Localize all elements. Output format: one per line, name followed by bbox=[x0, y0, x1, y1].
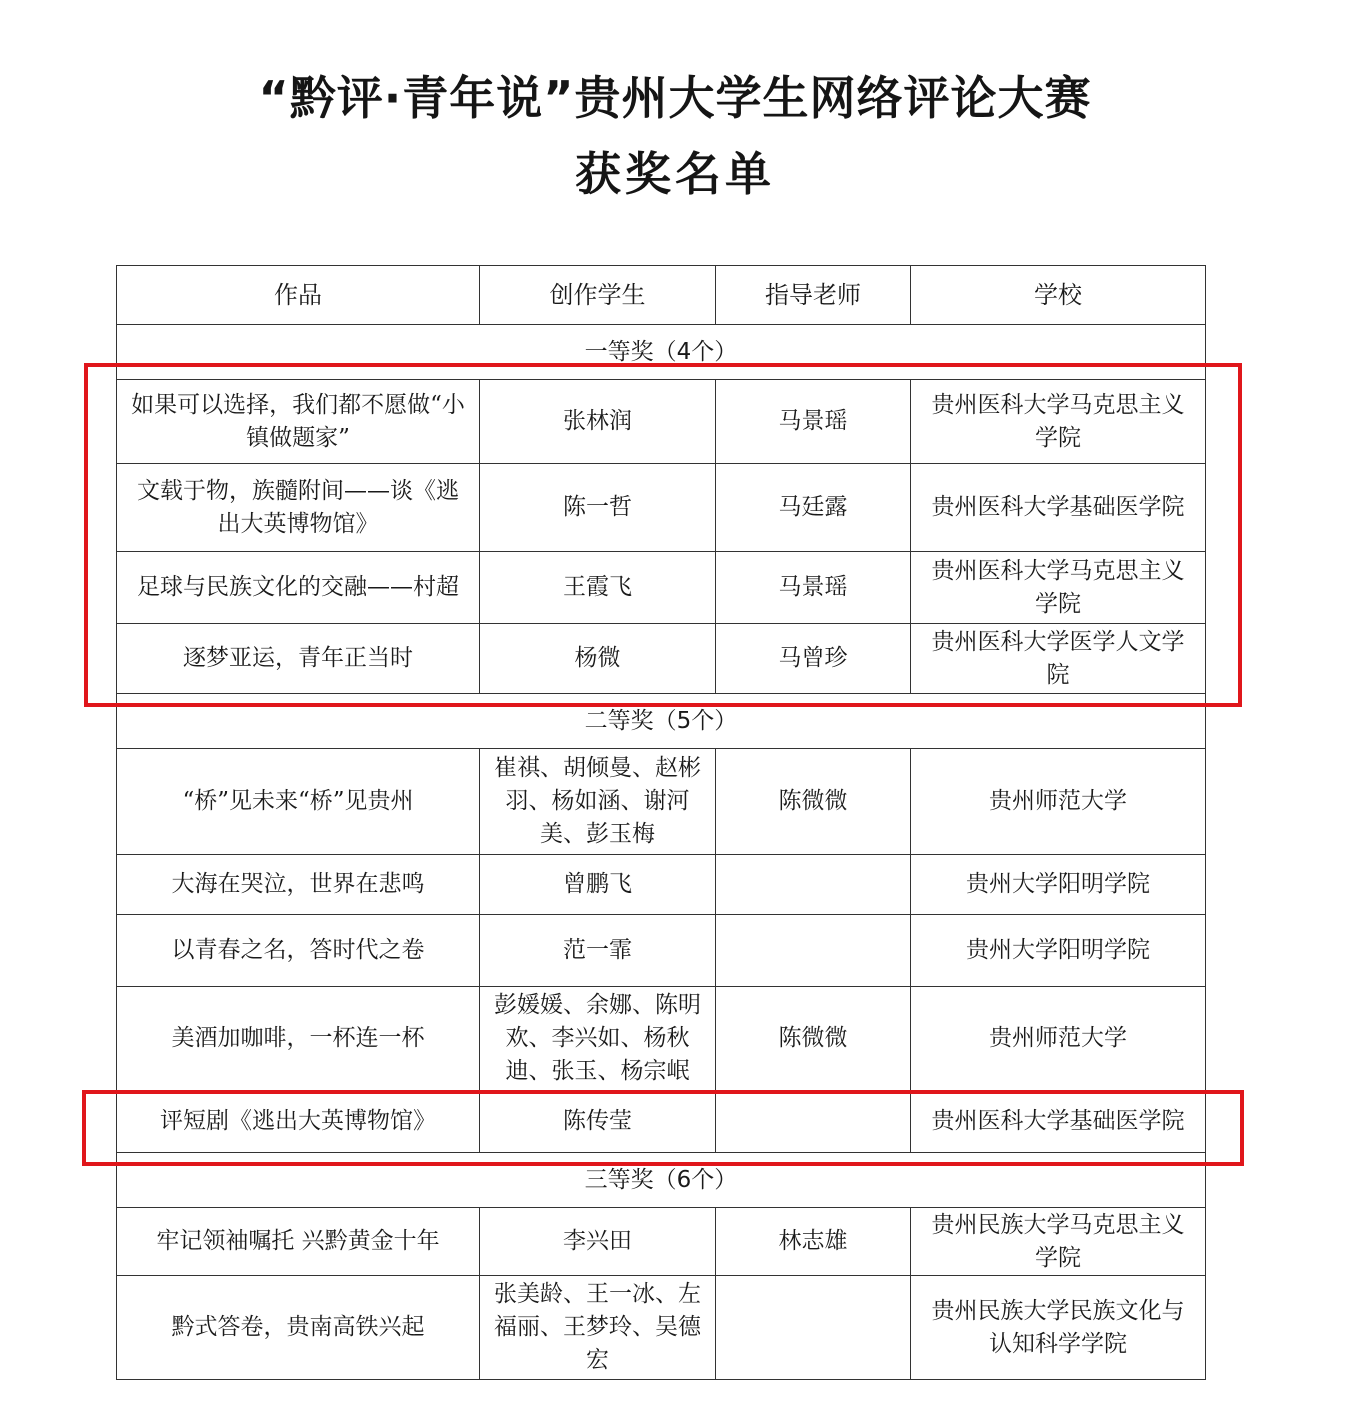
work-cell: 黔式答卷，贵南高铁兴起 bbox=[117, 1276, 480, 1380]
document-title: “黔评·青年说”贵州大学生网络评论大赛 bbox=[258, 71, 1092, 125]
teacher-cell: 马廷露 bbox=[716, 464, 911, 552]
header-school: 学校 bbox=[911, 266, 1206, 325]
work-cell: 评短剧《逃出大英博物馆》 bbox=[117, 1091, 480, 1153]
header-students: 创作学生 bbox=[480, 266, 716, 325]
school-cell: 贵州医科大学基础医学院 bbox=[911, 1091, 1206, 1153]
students-cell: 崔祺、胡倾曼、赵彬羽、杨如涵、谢河美、彭玉梅 bbox=[480, 749, 716, 855]
school-cell: 贵州大学阳明学院 bbox=[911, 915, 1206, 987]
table-row bbox=[117, 1208, 1206, 1276]
header-work: 作品 bbox=[117, 266, 480, 325]
students-cell: 陈传莹 bbox=[480, 1091, 716, 1153]
work-cell: 如果可以选择，我们都不愿做“小镇做题家” bbox=[117, 380, 480, 464]
students-cell: 范一霏 bbox=[480, 915, 716, 987]
teacher-cell: 林志雄 bbox=[716, 1208, 911, 1276]
students-cell: 张林润 bbox=[480, 380, 716, 464]
teacher-cell bbox=[716, 915, 911, 987]
school-cell: 贵州师范大学 bbox=[911, 987, 1206, 1091]
table-row bbox=[117, 987, 1206, 1091]
students-cell: 王霞飞 bbox=[480, 552, 716, 624]
header-teacher: 指导老师 bbox=[716, 266, 911, 325]
document-subtitle: 获奖名单 bbox=[575, 147, 775, 201]
section-label: 三等奖（6个） bbox=[117, 1153, 1206, 1208]
work-cell: 足球与民族文化的交融——村超 bbox=[117, 552, 480, 624]
students-cell: 彭媛媛、余娜、陈明欢、李兴如、杨秋迪、张玉、杨宗岷 bbox=[480, 987, 716, 1091]
teacher-cell: 马景瑶 bbox=[716, 380, 911, 464]
highlight-box-short-drama-review bbox=[82, 1090, 1244, 1166]
school-cell: 贵州医科大学马克思主义学院 bbox=[911, 380, 1206, 464]
school-cell: 贵州医科大学马克思主义学院 bbox=[911, 552, 1206, 624]
students-cell: 陈一哲 bbox=[480, 464, 716, 552]
teacher-cell: 陈微微 bbox=[716, 987, 911, 1091]
students-cell: 张美龄、王一冰、左福丽、王梦玲、吴德宏 bbox=[480, 1276, 716, 1380]
work-cell: “桥”见未来“桥”见贵州 bbox=[117, 749, 480, 855]
teacher-cell: 马曾珍 bbox=[716, 624, 911, 694]
work-cell: 大海在哭泣，世界在悲鸣 bbox=[117, 855, 480, 915]
school-cell: 贵州民族大学马克思主义学院 bbox=[911, 1208, 1206, 1276]
students-cell: 曾鹏飞 bbox=[480, 855, 716, 915]
school-cell: 贵州民族大学民族文化与认知科学学院 bbox=[911, 1276, 1206, 1380]
teacher-cell bbox=[716, 855, 911, 915]
teacher-cell: 陈微微 bbox=[716, 749, 911, 855]
school-cell: 贵州医科大学医学人文学院 bbox=[911, 624, 1206, 694]
school-cell: 贵州师范大学 bbox=[911, 749, 1206, 855]
section-label: 二等奖（5个） bbox=[117, 694, 1206, 749]
school-cell: 贵州大学阳明学院 bbox=[911, 855, 1206, 915]
teacher-cell: 马景瑶 bbox=[716, 552, 911, 624]
work-cell: 逐梦亚运，青年正当时 bbox=[117, 624, 480, 694]
table-row bbox=[117, 1276, 1206, 1380]
work-cell: 牢记领袖嘱托 兴黔黄金十年 bbox=[117, 1208, 480, 1276]
students-cell: 杨微 bbox=[480, 624, 716, 694]
table-header-row bbox=[117, 266, 1206, 325]
highlight-box-first-prize bbox=[84, 363, 1242, 707]
school-cell: 贵州医科大学基础医学院 bbox=[911, 464, 1206, 552]
work-cell: 以青春之名，答时代之卷 bbox=[117, 915, 480, 987]
students-cell: 李兴田 bbox=[480, 1208, 716, 1276]
table-row bbox=[117, 749, 1206, 855]
work-cell: 美酒加咖啡，一杯连一杯 bbox=[117, 987, 480, 1091]
table-row bbox=[117, 915, 1206, 987]
work-cell: 文载于物，族髓附间——谈《逃出大英博物馆》 bbox=[117, 464, 480, 552]
teacher-cell bbox=[716, 1276, 911, 1380]
section-label: 一等奖（4个） bbox=[117, 325, 1206, 380]
table-row bbox=[117, 855, 1206, 915]
